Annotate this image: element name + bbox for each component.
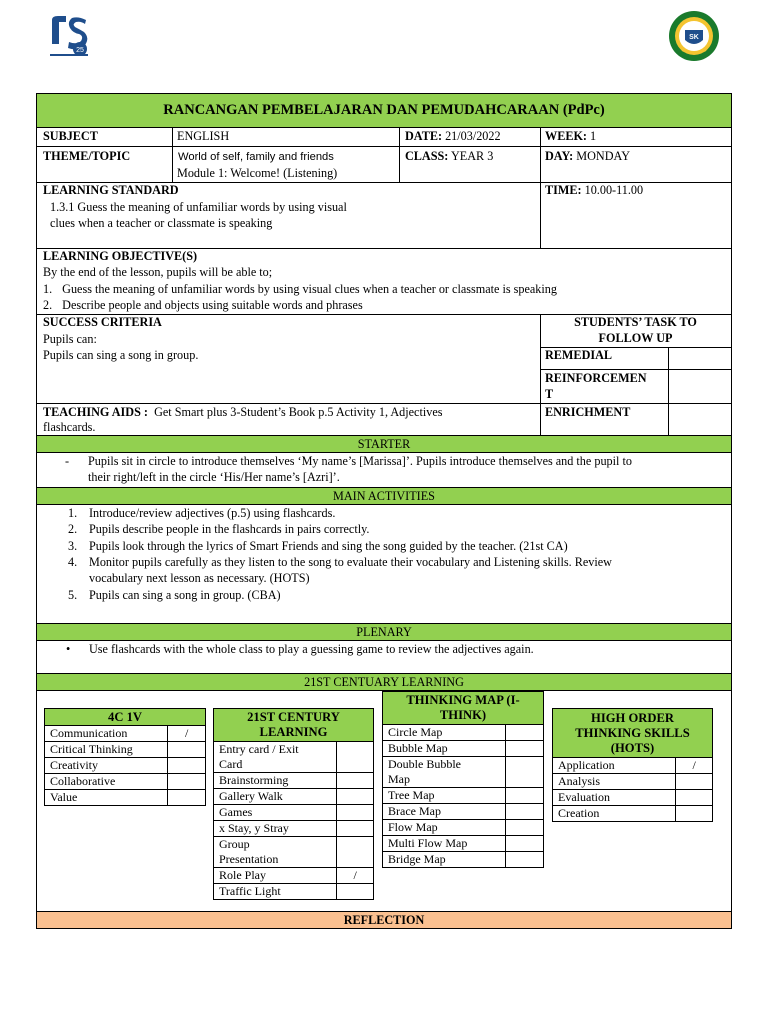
table-hots-heading-line3: (HOTS) xyxy=(610,740,655,755)
success-criteria-line1: Pupils can: xyxy=(43,332,97,346)
date-value: 21/03/2022 xyxy=(445,129,501,143)
table-cell-label: Creation xyxy=(553,806,676,822)
checkmark[interactable] xyxy=(506,725,544,741)
table-cell-label: Gallery Walk xyxy=(214,789,337,805)
class-label: CLASS: xyxy=(405,149,449,163)
table-21st-heading-line1: 21ST CENTURY xyxy=(247,710,340,724)
table-cell-label: Bridge Map xyxy=(383,852,506,868)
table-cell-label xyxy=(214,837,337,868)
checkmark[interactable] xyxy=(168,790,206,806)
table-row xyxy=(214,868,374,884)
plenary-heading: PLENARY xyxy=(356,625,412,639)
table-row xyxy=(383,757,544,788)
followup-heading-line1: STUDENTS’ TASK TO xyxy=(574,315,697,329)
table-row xyxy=(214,837,374,868)
table-4c1v xyxy=(44,708,206,806)
form-title: RANCANGAN PEMBELAJARAN DAN PEMUDAHCARAAN (PdPc) xyxy=(163,102,605,118)
week-value: 1 xyxy=(590,129,597,143)
theme-value-line2: Module 1: Welcome! (Listening) xyxy=(177,166,338,180)
objectives-label: LEARNING OBJECTIVE(S) xyxy=(43,249,198,263)
teaching-aids-line1: Get Smart plus 3-Student’s Book p.5 Activity 1, Adjectives xyxy=(154,405,443,419)
table-cell-label: Bubble Map xyxy=(383,741,506,757)
main-activity-text: Pupils can sing a song in group. (CBA) xyxy=(89,588,281,602)
checkmark[interactable] xyxy=(506,820,544,836)
c21-heading-bar xyxy=(36,673,732,691)
main-activities-heading: MAIN ACTIVITIES xyxy=(333,489,435,503)
reinforcement-label-line1: REINFORCEMEN xyxy=(545,371,647,385)
main-activities-section xyxy=(36,504,732,624)
checkmark[interactable] xyxy=(337,773,374,789)
c21-heading: 21ST CENTUARY LEARNING xyxy=(304,675,464,689)
learning-standard-label: LEARNING STANDARD xyxy=(43,183,179,197)
table-4c1v-heading: 4C 1V xyxy=(45,709,206,726)
label-line2: Presentation xyxy=(219,852,279,866)
label-line1: Group xyxy=(219,837,250,851)
table-row xyxy=(214,742,374,773)
main-activity-number: 3. xyxy=(68,539,78,553)
checkmark[interactable] xyxy=(168,758,206,774)
table-cell-label: Application xyxy=(553,758,676,774)
table-cell-label: Communication xyxy=(45,726,168,742)
teaching-aids-line2: flashcards. xyxy=(43,420,96,434)
time-field xyxy=(545,183,643,198)
table-row xyxy=(383,804,544,820)
plenary-bullet: • xyxy=(66,642,71,656)
checkmark[interactable] xyxy=(337,805,374,821)
starter-heading: STARTER xyxy=(357,437,411,451)
main-activity-text-cont: vocabulary next lesson as necessary. (HOTS) xyxy=(89,571,310,585)
table-cell-label: Analysis xyxy=(553,774,676,790)
lesson-plan-form xyxy=(36,93,732,436)
table-hots-heading-line1: HIGH ORDER xyxy=(591,710,674,725)
day-value: MONDAY xyxy=(576,149,631,163)
followup-heading-line2: FOLLOW UP xyxy=(598,331,673,345)
table-hots-heading xyxy=(553,709,713,758)
checkmark[interactable] xyxy=(337,789,374,805)
checkmark[interactable]: / xyxy=(168,726,206,742)
date-field xyxy=(405,129,501,144)
table-thinking-map-heading-line2: THINK) xyxy=(439,708,487,722)
table-cell-label xyxy=(214,742,337,773)
table-row xyxy=(383,725,544,741)
objective-item xyxy=(43,298,363,313)
table-thinking-map-heading xyxy=(383,692,544,725)
table-cell-label: Value xyxy=(45,790,168,806)
table-row xyxy=(45,742,206,758)
table-row xyxy=(214,805,374,821)
checkmark[interactable] xyxy=(676,806,713,822)
subject-label: SUBJECT xyxy=(43,129,98,143)
table-row xyxy=(214,821,374,837)
table-21st-heading xyxy=(214,709,374,742)
table-cell-label: Flow Map xyxy=(383,820,506,836)
label-line1: Double Bubble xyxy=(388,757,461,771)
teaching-aids-label: TEACHING AIDS : xyxy=(43,405,148,419)
table-cell-label: Creativity xyxy=(45,758,168,774)
success-criteria-label: SUCCESS CRITERIA xyxy=(43,315,162,329)
checkmark[interactable] xyxy=(168,742,206,758)
title-bar xyxy=(37,94,731,127)
logo-right-text: SK xyxy=(689,34,699,41)
day-label: DAY: xyxy=(545,149,574,163)
class-field xyxy=(405,149,493,164)
checkmark[interactable] xyxy=(337,884,374,900)
day-field xyxy=(545,149,630,164)
table-cell-label: Brace Map xyxy=(383,804,506,820)
table-row xyxy=(214,789,374,805)
plenary-heading-bar xyxy=(36,623,732,641)
table-row xyxy=(383,852,544,868)
school-logo-left xyxy=(46,14,92,58)
logo-left-number: 25 xyxy=(76,47,84,54)
objective-text: Guess the meaning of unfamiliar words by using visual clues when a teacher or classmate is speaking xyxy=(62,282,557,296)
table-cell-label: Role Play xyxy=(214,868,337,884)
checkmark[interactable] xyxy=(506,852,544,868)
objective-number: 1. xyxy=(43,282,53,296)
checkmark[interactable] xyxy=(337,742,374,773)
main-activity-number: 5. xyxy=(68,588,78,602)
table-row xyxy=(45,790,206,806)
theme-value-line1: World of self, family and friends xyxy=(178,151,334,163)
main-activities-heading-bar xyxy=(36,487,732,505)
objective-number: 2. xyxy=(43,298,53,312)
checkmark[interactable] xyxy=(168,774,206,790)
objective-item xyxy=(43,282,557,297)
table-cell-label: Traffic Light xyxy=(214,884,337,900)
learning-standard-line2: clues when a teacher or classmate is speaking xyxy=(50,216,273,230)
starter-heading-bar xyxy=(36,435,732,453)
table-thinking-map-heading-line1: THINKING MAP (I- xyxy=(406,693,520,707)
checkmark[interactable] xyxy=(506,741,544,757)
checkmark[interactable] xyxy=(506,836,544,852)
week-field xyxy=(545,129,596,144)
table-row xyxy=(45,758,206,774)
table-21st-century xyxy=(213,708,374,900)
table-row xyxy=(45,726,206,742)
table-cell-label: Tree Map xyxy=(383,788,506,804)
reflection-bar xyxy=(36,911,732,929)
label-line2: Map xyxy=(388,772,410,786)
label-line2: Card xyxy=(219,757,243,771)
checkmark[interactable] xyxy=(676,774,713,790)
theme-label: THEME/TOPIC xyxy=(43,149,131,163)
checkmark[interactable] xyxy=(676,790,713,806)
subject-value: ENGLISH xyxy=(177,129,230,143)
class-value: YEAR 3 xyxy=(450,149,494,163)
table-cell-label: Brainstorming xyxy=(214,773,337,789)
date-label: DATE: xyxy=(405,129,443,143)
table-hots-heading-line2: THINKING SKILLS xyxy=(575,725,690,740)
main-activity-number: 4. xyxy=(68,555,78,569)
main-activity-text: Monitor pupils carefully as they listen to the song to evaluate their vocabulary and Listening skills. Review xyxy=(89,555,612,569)
success-criteria-line2: Pupils can sing a song in group. xyxy=(43,348,199,362)
table-row xyxy=(553,806,713,822)
table-row xyxy=(214,773,374,789)
checkmark[interactable]: / xyxy=(337,868,374,884)
starter-section xyxy=(36,452,732,489)
table-row xyxy=(383,788,544,804)
table-row xyxy=(383,836,544,852)
table-hots xyxy=(552,708,713,822)
learning-standard-line1: 1.3.1 Guess the meaning of unfamiliar words by using visual xyxy=(50,200,347,214)
starter-line1: Pupils sit in circle to introduce themselves ‘My name’s [Marissa]’. Pupils introduce themselves and the pupil to xyxy=(88,454,632,468)
main-activity-number: 1. xyxy=(68,506,78,520)
table-cell-label: Collaborative xyxy=(45,774,168,790)
main-activity-number: 2. xyxy=(68,522,78,536)
table-cell-label: Evaluation xyxy=(553,790,676,806)
main-activity-text: Introduce/review adjectives (p.5) using flashcards. xyxy=(89,506,336,520)
teaching-aids-field xyxy=(43,405,442,420)
time-value: 10.00-11.00 xyxy=(584,183,644,197)
table-row xyxy=(553,790,713,806)
reflection-heading: REFLECTION xyxy=(343,913,425,927)
enrichment-label: ENRICHMENT xyxy=(545,405,631,419)
table-cell-label: x Stay, y Stray xyxy=(214,821,337,837)
checkmark[interactable] xyxy=(506,788,544,804)
table-row xyxy=(383,741,544,757)
table-cell-label: Games xyxy=(214,805,337,821)
checkmark[interactable] xyxy=(337,837,374,868)
table-row xyxy=(553,758,713,774)
checkmark[interactable]: / xyxy=(676,758,713,774)
label-line1: Entry card / Exit xyxy=(219,742,299,756)
table-row xyxy=(553,774,713,790)
table-row xyxy=(214,884,374,900)
table-cell-label: Circle Map xyxy=(383,725,506,741)
table-cell-label xyxy=(383,757,506,788)
table-cell-label: Critical Thinking xyxy=(45,742,168,758)
time-label: TIME: xyxy=(545,183,582,197)
checkmark[interactable] xyxy=(506,804,544,820)
plenary-text: Use flashcards with the whole class to play a guessing game to review the adjectives again. xyxy=(89,642,534,656)
remedial-label: REMEDIAL xyxy=(545,348,613,362)
table-row xyxy=(45,774,206,790)
school-crest-right xyxy=(668,10,720,62)
plenary-section xyxy=(36,640,732,675)
table-cell-label: Multi Flow Map xyxy=(383,836,506,852)
objectives-intro: By the end of the lesson, pupils will be able to; xyxy=(43,265,273,279)
reinforcement-label-line2: T xyxy=(545,387,554,401)
checkmark[interactable] xyxy=(337,821,374,837)
table-row xyxy=(383,820,544,836)
objective-text: Describe people and objects using suitable words and phrases xyxy=(62,298,363,312)
table-thinking-map xyxy=(382,691,544,868)
table-21st-heading-line2: LEARNING xyxy=(259,725,328,739)
checkmark[interactable] xyxy=(506,757,544,788)
starter-line2: their right/left in the circle ‘His/Her name’s [Azri]’. xyxy=(88,470,340,484)
main-activity-text: Pupils describe people in the flashcards in pairs correctly. xyxy=(89,522,370,536)
main-activity-text: Pupils look through the lyrics of Smart Friends and sing the song guided by the teacher. (21st CA) xyxy=(89,539,568,553)
starter-bullet: - xyxy=(65,454,70,468)
week-label: WEEK: xyxy=(545,129,587,143)
